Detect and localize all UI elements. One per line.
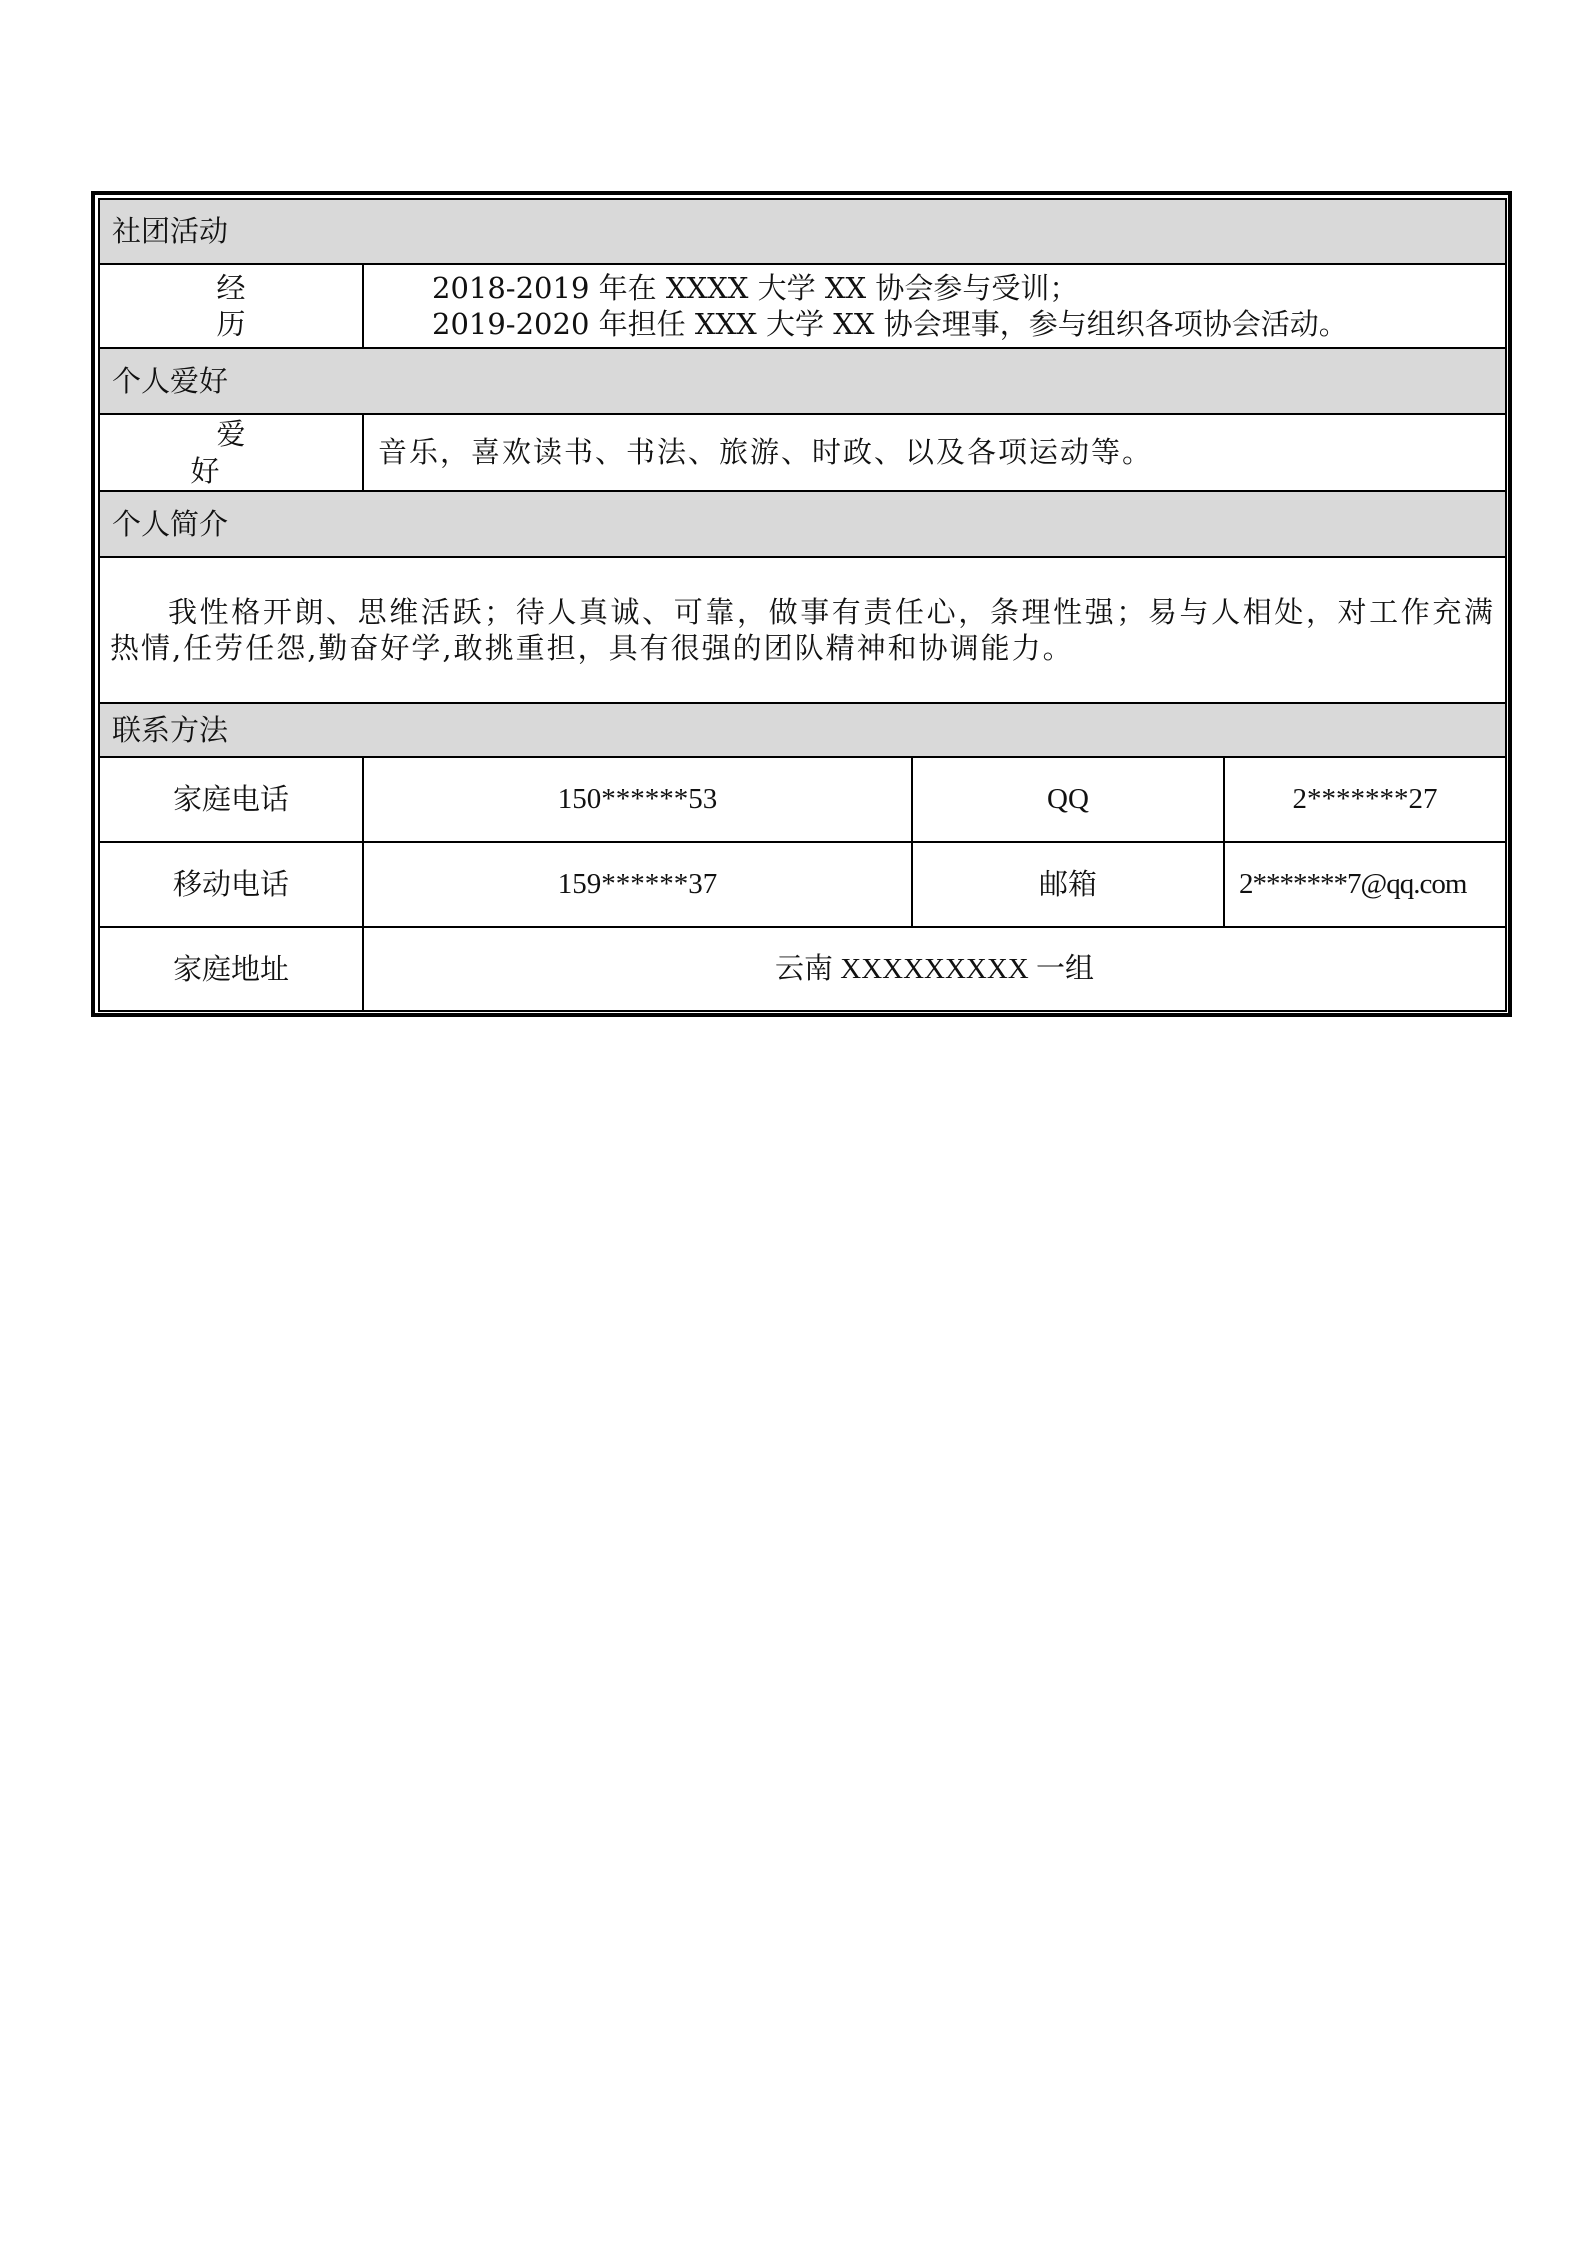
resume-table bbox=[98, 198, 1507, 1012]
hobbies-section-title: 个人爱好 bbox=[99, 348, 1506, 414]
qq-label: QQ bbox=[912, 757, 1224, 842]
contact-section-title: 联系方法 bbox=[99, 703, 1506, 757]
mobile-value: 159******37 bbox=[363, 842, 912, 927]
hobbies-row bbox=[99, 414, 1506, 491]
hobbies-label-cell bbox=[99, 414, 363, 491]
club-section-title: 社团活动 bbox=[99, 199, 1506, 264]
email-value: 2*******7@qq.com bbox=[1224, 842, 1506, 927]
club-experience-row bbox=[99, 264, 1506, 348]
contact-row-phone bbox=[99, 757, 1506, 842]
contact-section-row bbox=[99, 703, 1506, 757]
address-value: 云南 XXXXXXXXX 一组 bbox=[363, 927, 1506, 1011]
home-phone-value: 150******53 bbox=[363, 757, 912, 842]
profile-section-title: 个人简介 bbox=[99, 491, 1506, 557]
club-label-line2: 历 bbox=[216, 307, 246, 341]
email-label: 邮箱 bbox=[912, 842, 1224, 927]
club-experience-entries bbox=[363, 264, 1506, 348]
mobile-label: 移动电话 bbox=[99, 842, 363, 927]
home-phone-label: 家庭电话 bbox=[99, 757, 363, 842]
club-entry: 2018-2019 年在 XXXX 大学 XX 协会参与受训； bbox=[432, 270, 1079, 305]
hobbies-text: 音乐，喜欢读书、书法、旅游、时政、以及各项运动等。 bbox=[363, 414, 1506, 491]
contact-row-mobile bbox=[99, 842, 1506, 927]
club-section-row bbox=[99, 199, 1506, 264]
profile-text: 我性格开朗、思维活跃；待人真诚、可靠，做事有责任心，条理性强；易与人相处，对工作充满热情,任劳任怨,勤奋好学,敢挑重担，具有很强的团队精神和协调能力。 bbox=[110, 594, 1496, 665]
address-label: 家庭地址 bbox=[99, 927, 363, 1011]
hobbies-label: 爱 好 bbox=[190, 417, 298, 488]
club-experience-label bbox=[99, 264, 363, 348]
hobbies-section-row bbox=[99, 348, 1506, 414]
profile-text-cell bbox=[99, 557, 1506, 703]
profile-section-row bbox=[99, 491, 1506, 557]
profile-row bbox=[99, 557, 1506, 703]
contact-row-address bbox=[99, 927, 1506, 1011]
club-label-line1: 经 bbox=[216, 270, 246, 305]
qq-value: 2*******27 bbox=[1224, 757, 1506, 842]
resume-frame bbox=[91, 191, 1512, 1017]
club-entry: 2019-2020 年担任 XXX 大学 XX 协会理事，参与组织各项协会活动。 bbox=[432, 307, 1348, 341]
